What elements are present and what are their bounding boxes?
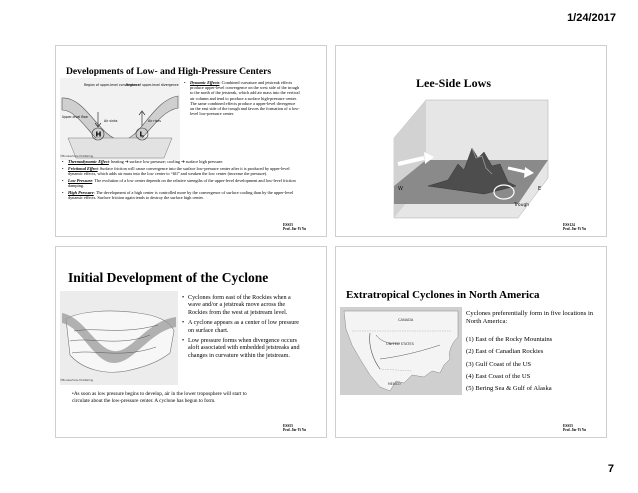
image-credit: ©Brooks/Cole Publishing: [60, 154, 94, 158]
svg-text:Air sinks: Air sinks: [104, 119, 118, 123]
slide-footer: ESS124 Prof. Jin-Yi Yu: [563, 223, 586, 231]
slide-initial-cyclone: [55, 246, 327, 438]
image-credit: ©Brooks/Cole Publishing: [60, 378, 94, 382]
bullet-item: • A cyclone appears as a center of low pressure on surface chart.: [182, 320, 300, 335]
bullet-item: • Frictional Effect: Surface friction will cause convergence into the surface low-pressure center after it is produced by upper-level dynamic effects, which adds air mass into the low center to “fill” and weaken the low center (increase the pressure).: [62, 166, 298, 176]
svg-text:H: H: [95, 130, 102, 139]
list-item: (2) East of Canadian Rockies: [466, 348, 544, 356]
dynamic-effects-bullet: • Dynamic Effects: Combined curvature and jetstreak effects produce upper-level convergence on the west side of the trough to the north of the jetstreak, which add air mass into the vertical air column and tend to produce a surface high-pressure center. The same combined effects produce a upper-level divergence on the east side of the trough and favors the formation of a low-level low-pressure center.: [184, 80, 300, 118]
bottom-note: •As soon as low pressure begins to develop, air in the lower troposphere will start to circulate about the low-pressure center. A cyclone has begun to form.: [72, 391, 247, 404]
bullet-list: [62, 159, 298, 201]
bullet-item: • Cyclones form east of the Rockies when a wave and/or a jetstreak move across the Rockies from the west at jetstream level.: [182, 295, 300, 317]
list-item: (5) Bering Sea & Gulf of Alaska: [466, 385, 552, 393]
slide-title: Extratropical Cyclones in North America: [346, 289, 540, 301]
svg-text:L: L: [139, 130, 144, 139]
bullet-item: • Thermodynamic Effect: heating ➔ surface low pressure; cooling ➔ surface high pressure.: [62, 159, 298, 164]
list-item: (3) Gulf Coast of the US: [466, 360, 532, 368]
slide-title: Initial Development of the Cyclone: [68, 270, 269, 285]
bullet-item: • High Pressure: The development of a high center is controlled more by the convergence of surface cooling than by the upper-level dynamic effects. Surface friction again tends to destroy the surface high center.: [62, 190, 298, 200]
slide-lee-side-lows: [335, 45, 607, 237]
slide-title: Developments of Low- and High-Pressure Centers: [66, 66, 272, 77]
list-item: (4) East Coast of the US: [466, 372, 531, 380]
slide-pressure-centers: [55, 45, 327, 237]
svg-text:Trough: Trough: [514, 203, 530, 208]
svg-text:Upper-level flow: Upper-level flow: [62, 115, 88, 119]
bullet-item: • Low pressure forms when divergence occurs aloft associated with embedded jetstreaks and changes in curvature within the jetstream.: [182, 338, 300, 360]
svg-text:Air rises: Air rises: [148, 119, 161, 123]
svg-text:Region of upper-level divergen: Region of upper-level divergence: [126, 83, 179, 87]
svg-text:MEXICO: MEXICO: [388, 382, 401, 386]
svg-text:UNITED STATES: UNITED STATES: [386, 342, 414, 346]
list-item: (1) East of the Rocky Mountains: [466, 336, 553, 343]
svg-text:E: E: [538, 186, 542, 192]
bullet-item: • Low Pressure: The evolution of a low center depends on the relative strengths of the upper-level development and low-level friction damping.: [62, 178, 298, 188]
page-number: 7: [607, 463, 614, 475]
bullet-list: [182, 295, 300, 362]
jetstream-map: [60, 291, 178, 385]
upper-flow-diagram: [60, 78, 180, 160]
slide-footer: ESS55 Prof. Jin-Yi Yu: [283, 223, 306, 231]
slide-title: Lee-Side Lows: [416, 76, 491, 90]
slide-footer: ESS55 Prof. Jin-Yi Yu: [283, 424, 306, 432]
handout-date: 1/24/2017: [567, 12, 616, 24]
svg-text:Region of upper-level converge: Region of upper-level convergence: [84, 83, 140, 87]
location-list: [466, 336, 600, 397]
intro-text: Cyclones preferentially form in five locations in North America:: [466, 310, 594, 326]
slide-extratropical-cyclones: [335, 246, 607, 438]
svg-text:W: W: [398, 186, 403, 192]
terrain-diagram: [388, 94, 554, 222]
north-america-map: [340, 307, 462, 395]
svg-text:CANADA: CANADA: [398, 318, 414, 322]
slide-footer: ESS55 Prof. Jin-Yi Yu: [563, 424, 586, 432]
